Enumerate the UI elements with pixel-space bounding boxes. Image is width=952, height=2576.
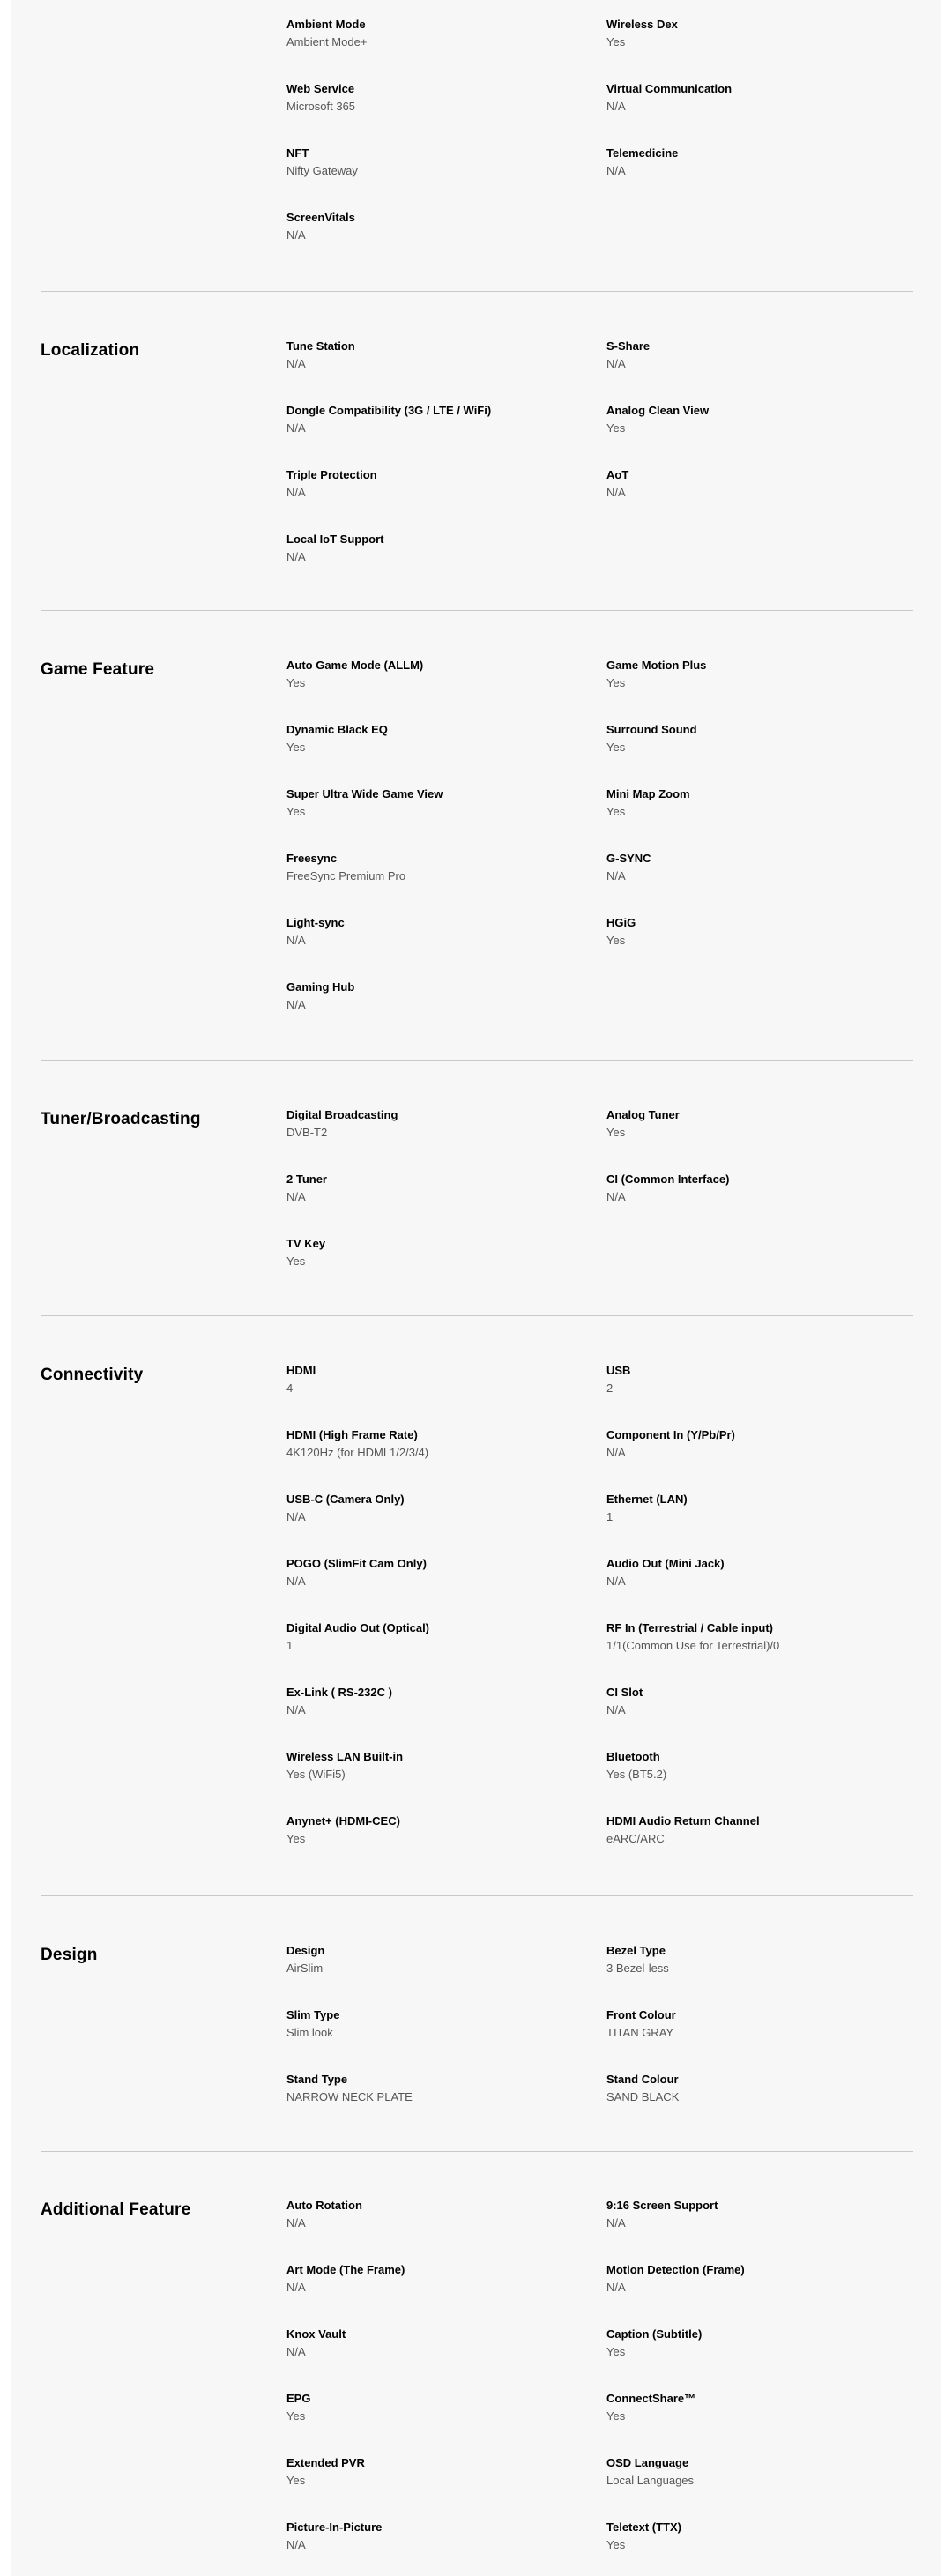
spec-name: NFT	[286, 146, 309, 160]
spec-name: Design	[286, 1944, 325, 1957]
spec-value: eARC/ARC	[606, 1832, 665, 1845]
spec-name: USB-C (Camera Only)	[286, 1493, 405, 1506]
spec-value: Local Languages	[606, 2474, 695, 2487]
spec-name: USB	[606, 1364, 631, 1377]
spec-value: N/A	[286, 486, 306, 499]
spec-item	[286, 2263, 569, 2295]
spec-item	[606, 2327, 889, 2359]
spec-item	[606, 1944, 889, 1976]
spec-item	[606, 82, 889, 114]
spec-item	[606, 852, 889, 883]
spec-item	[286, 1750, 569, 1782]
spec-item	[286, 2392, 569, 2423]
spec-value: Ambient Mode+	[286, 35, 368, 48]
spec-name: Picture-In-Picture	[286, 2520, 383, 2534]
spec-value: N/A	[606, 2216, 626, 2230]
spec-value: AirSlim	[286, 1962, 324, 1975]
spec-item	[606, 1750, 889, 1782]
spec-name: G-SYNC	[606, 852, 651, 865]
section-divider	[41, 2151, 913, 2152]
spec-value: 4	[286, 1381, 294, 1395]
spec-item	[286, 532, 569, 564]
spec-value: NARROW NECK PLATE	[286, 2090, 413, 2103]
spec-value: N/A	[286, 421, 306, 435]
spec-name: ScreenVitals	[286, 211, 355, 224]
section-divider	[41, 610, 913, 611]
section-divider	[41, 291, 913, 292]
spec-value: Yes	[606, 934, 626, 947]
spec-item	[286, 1944, 569, 1976]
spec-value: N/A	[286, 357, 306, 370]
spec-item	[606, 2456, 889, 2488]
section-title: Game Feature	[41, 660, 155, 679]
spec-name: Teletext (TTX)	[606, 2520, 681, 2534]
spec-value: N/A	[606, 100, 626, 113]
spec-name: 9:16 Screen Support	[606, 2199, 718, 2212]
spec-name: POGO (SlimFit Cam Only)	[286, 1557, 427, 1570]
spec-value: N/A	[606, 486, 626, 499]
section-divider	[41, 1060, 913, 1061]
spec-value: Yes	[286, 1832, 306, 1845]
spec-name: Slim Type	[286, 2008, 340, 2021]
spec-item	[286, 1557, 569, 1589]
spec-value: Yes	[606, 1126, 626, 1139]
spec-name: Freesync	[286, 852, 338, 865]
spec-name: Virtual Communication	[606, 82, 733, 95]
spec-value: Yes	[606, 676, 626, 689]
spec-item	[606, 404, 889, 436]
spec-value: Yes	[606, 2409, 626, 2423]
spec-name: 2 Tuner	[286, 1173, 327, 1186]
spec-item	[606, 2199, 889, 2230]
spec-item	[606, 1173, 889, 1204]
spec-value: N/A	[286, 2538, 306, 2551]
spec-item	[606, 916, 889, 948]
spec-item	[606, 1364, 889, 1396]
spec-item	[606, 659, 889, 690]
spec-item	[606, 787, 889, 819]
spec-name: Gaming Hub	[286, 980, 355, 994]
spec-name: Motion Detection (Frame)	[606, 2263, 745, 2276]
spec-name: Light-sync	[286, 916, 345, 929]
spec-name: Stand Colour	[606, 2073, 679, 2086]
section-divider	[41, 1315, 913, 1316]
spec-item	[606, 2263, 889, 2295]
section-divider	[41, 1895, 913, 1896]
spec-value: N/A	[606, 1703, 626, 1716]
spec-item	[606, 2008, 889, 2040]
spec-item	[286, 980, 569, 1012]
spec-name: TV Key	[286, 1237, 326, 1250]
spec-item	[286, 1621, 569, 1653]
spec-item	[606, 1686, 889, 1717]
spec-name: Super Ultra Wide Game View	[286, 787, 443, 800]
spec-value: 1/1(Common Use for Terrestrial)/0	[606, 1639, 780, 1652]
spec-item	[286, 339, 569, 371]
spec-value: N/A	[606, 1575, 626, 1588]
spec-item	[606, 1814, 889, 1846]
spec-item	[286, 787, 569, 819]
spec-value: DVB-T2	[286, 1126, 328, 1139]
spec-value: N/A	[286, 934, 306, 947]
spec-item	[606, 1621, 889, 1653]
spec-item	[606, 2392, 889, 2423]
spec-name: Bezel Type	[606, 1944, 666, 1957]
spec-name: Caption (Subtitle)	[606, 2327, 703, 2341]
spec-name: Dynamic Black EQ	[286, 723, 388, 736]
spec-value: N/A	[606, 869, 626, 882]
spec-value: N/A	[606, 164, 626, 177]
spec-value: N/A	[606, 1446, 626, 1459]
spec-name: ConnectShare™	[606, 2392, 696, 2405]
spec-value: N/A	[286, 2345, 306, 2358]
spec-name: Tune Station	[286, 339, 355, 353]
spec-name: OSD Language	[606, 2456, 689, 2469]
spec-item	[286, 211, 569, 242]
spec-name: Wireless Dex	[606, 18, 678, 31]
spec-item	[286, 82, 569, 114]
spec-value: Yes	[606, 2538, 626, 2551]
spec-value: Yes	[286, 805, 306, 818]
spec-item	[606, 2520, 889, 2552]
spec-item	[286, 404, 569, 436]
spec-item	[286, 1428, 569, 1460]
spec-item	[286, 1237, 569, 1269]
spec-name: Knox Vault	[286, 2327, 346, 2341]
spec-name: Game Motion Plus	[606, 659, 707, 672]
spec-item	[286, 2327, 569, 2359]
spec-value: Yes	[606, 421, 626, 435]
spec-value: TITAN GRAY	[606, 2026, 674, 2039]
spec-name: Digital Audio Out (Optical)	[286, 1621, 430, 1634]
spec-name: S-Share	[606, 339, 651, 353]
spec-value: N/A	[606, 2281, 626, 2294]
spec-value: N/A	[286, 998, 306, 1011]
spec-item	[286, 1108, 569, 1140]
spec-item	[286, 852, 569, 883]
spec-name: Surround Sound	[606, 723, 697, 736]
spec-item	[286, 1173, 569, 1204]
spec-item	[286, 2456, 569, 2488]
spec-item	[286, 2199, 569, 2230]
spec-name: Component In (Y/Pb/Pr)	[606, 1428, 735, 1441]
spec-name: Auto Rotation	[286, 2199, 362, 2212]
spec-item	[286, 1686, 569, 1717]
spec-value: N/A	[286, 2281, 306, 2294]
spec-item	[606, 1493, 889, 1524]
spec-value: 1	[286, 1639, 294, 1652]
spec-item	[286, 146, 569, 178]
spec-name: Local IoT Support	[286, 532, 384, 546]
spec-item	[286, 1814, 569, 1846]
spec-name: Ambient Mode	[286, 18, 366, 31]
spec-name: Ex-Link ( RS-232C )	[286, 1686, 392, 1699]
section-title: Localization	[41, 341, 140, 360]
spec-name: Bluetooth	[606, 1750, 660, 1763]
spec-name: Audio Out (Mini Jack)	[606, 1557, 725, 1570]
spec-value: N/A	[286, 228, 306, 242]
spec-value: N/A	[606, 357, 626, 370]
spec-name: EPG	[286, 2392, 311, 2405]
spec-item	[286, 2520, 569, 2552]
spec-value: 4K120Hz (for HDMI 1/2/3/4)	[286, 1446, 429, 1459]
spec-name: HDMI	[286, 1364, 316, 1377]
spec-value: Slim look	[286, 2026, 333, 2039]
spec-value: Nifty Gateway	[286, 164, 358, 177]
spec-name: Dongle Compatibility (3G / LTE / WiFi)	[286, 404, 492, 417]
spec-item	[286, 1493, 569, 1524]
spec-name: Extended PVR	[286, 2456, 365, 2469]
spec-value: N/A	[606, 1190, 626, 1203]
spec-name: Auto Game Mode (ALLM)	[286, 659, 424, 672]
spec-item	[286, 2073, 569, 2104]
spec-value: 3 Bezel-less	[606, 1962, 669, 1975]
spec-name: Triple Protection	[286, 468, 377, 481]
spec-name: Mini Map Zoom	[606, 787, 690, 800]
spec-name: HDMI Audio Return Channel	[606, 1814, 760, 1828]
spec-name: RF In (Terrestrial / Cable input)	[606, 1621, 774, 1634]
spec-name: Telemedicine	[606, 146, 679, 160]
spec-name: Anynet+ (HDMI-CEC)	[286, 1814, 400, 1828]
spec-item	[606, 1428, 889, 1460]
spec-value: N/A	[286, 1703, 306, 1716]
spec-value: N/A	[286, 1510, 306, 1523]
spec-value: Yes (WiFi5)	[286, 1768, 346, 1781]
spec-name: HGiG	[606, 916, 636, 929]
spec-item	[286, 659, 569, 690]
spec-item	[286, 468, 569, 500]
spec-name: Stand Type	[286, 2073, 348, 2086]
spec-name: Wireless LAN Built-in	[286, 1750, 404, 1763]
spec-name: Ethernet (LAN)	[606, 1493, 688, 1506]
spec-value: Yes	[286, 741, 306, 754]
spec-value: Yes	[606, 35, 626, 48]
spec-item	[606, 1557, 889, 1589]
spec-value: Microsoft 365	[286, 100, 356, 113]
spec-name: Analog Tuner	[606, 1108, 680, 1121]
section-title: Connectivity	[41, 1366, 144, 1384]
spec-item	[286, 18, 569, 49]
spec-value: Yes	[286, 2474, 306, 2487]
spec-item	[606, 468, 889, 500]
spec-name: CI Slot	[606, 1686, 643, 1699]
spec-value: Yes	[286, 676, 306, 689]
spec-value: N/A	[286, 2216, 306, 2230]
spec-item	[606, 18, 889, 49]
spec-item	[286, 2008, 569, 2040]
spec-value: SAND BLACK	[606, 2090, 680, 2103]
spec-name: Art Mode (The Frame)	[286, 2263, 405, 2276]
spec-value: N/A	[286, 550, 306, 563]
spec-item	[606, 146, 889, 178]
spec-name: Analog Clean View	[606, 404, 710, 417]
spec-item	[606, 2073, 889, 2104]
spec-page	[11, 0, 941, 2576]
spec-name: Digital Broadcasting	[286, 1108, 398, 1121]
section-title: Design	[41, 1946, 98, 1964]
spec-value: N/A	[286, 1575, 306, 1588]
spec-name: Front Colour	[606, 2008, 676, 2021]
spec-value: Yes (BT5.2)	[606, 1768, 667, 1781]
section-title: Additional Feature	[41, 2200, 191, 2219]
spec-item	[606, 1108, 889, 1140]
spec-value: Yes	[606, 805, 626, 818]
spec-value: 1	[606, 1510, 614, 1523]
spec-name: CI (Common Interface)	[606, 1173, 730, 1186]
spec-value: Yes	[286, 2409, 306, 2423]
section-title: Tuner/Broadcasting	[41, 1110, 201, 1128]
spec-item	[606, 723, 889, 755]
spec-item	[286, 723, 569, 755]
spec-item	[286, 916, 569, 948]
spec-value: N/A	[286, 1190, 306, 1203]
spec-value: Yes	[286, 1254, 306, 1268]
spec-name: AoT	[606, 468, 629, 481]
spec-item	[606, 339, 889, 371]
spec-value: Yes	[606, 741, 626, 754]
spec-item	[286, 1364, 569, 1396]
spec-name: HDMI (High Frame Rate)	[286, 1428, 418, 1441]
spec-value: FreeSync Premium Pro	[286, 869, 406, 882]
spec-name: Web Service	[286, 82, 355, 95]
spec-value: Yes	[606, 2345, 626, 2358]
spec-value: 2	[606, 1381, 614, 1395]
